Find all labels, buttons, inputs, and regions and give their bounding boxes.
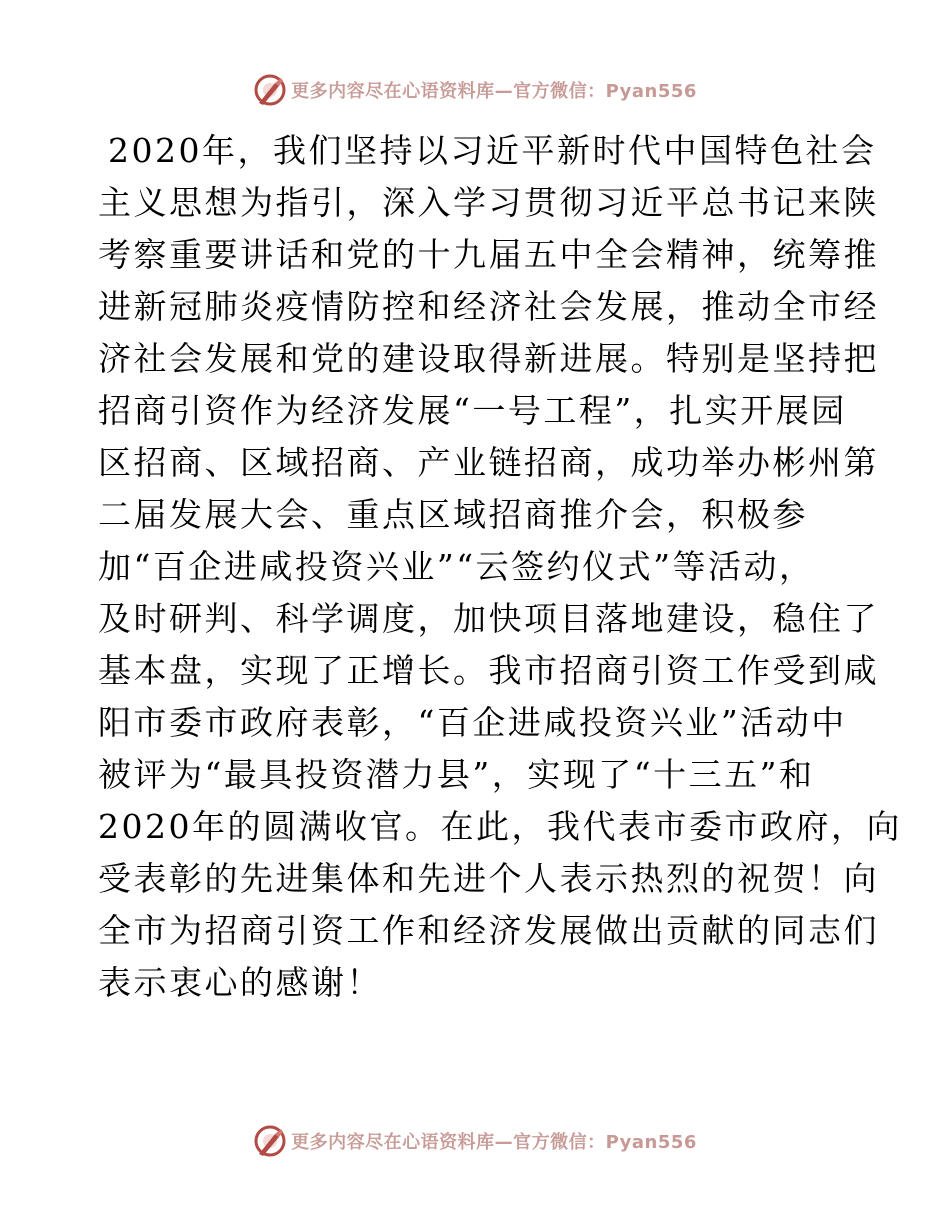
paragraph-line: 二届发展大会、重点区域招商推介会，积极参 bbox=[98, 495, 808, 534]
header-banner bbox=[0, 70, 950, 110]
paragraph-line: 2020年的圆满收官。在此，我代表市委市政府，向 bbox=[98, 807, 902, 846]
paragraph-line: 基本盘，实现了正增长。我市招商引资工作受到咸 bbox=[98, 651, 879, 690]
paragraph-line: 招商引资作为经济发展“一号工程”，扎实开展园 bbox=[98, 391, 847, 430]
footer-banner bbox=[0, 1121, 950, 1161]
paragraph-line: 及时研判、科学调度，加快项目落地建设，稳住了 bbox=[98, 599, 879, 638]
document-body bbox=[98, 125, 902, 1009]
paragraph-line: 加“百企进咸投资兴业”“云签约仪式”等活动， bbox=[98, 547, 815, 586]
header-banner-text: 更多内容尽在心语资料库—官方微信：Pyan556 bbox=[291, 81, 697, 102]
paragraph-line: 主义思想为指引，深入学习贯彻习近平总书记来陕 bbox=[98, 183, 879, 222]
paragraph-line: 阳市委市政府表彰，“百企进咸投资兴业”活动中 bbox=[98, 703, 847, 742]
footer-banner-text: 更多内容尽在心语资料库—官方微信：Pyan556 bbox=[291, 1132, 697, 1153]
paragraph-line: 受表彰的先进集体和先进个人表示热烈的祝贺！向 bbox=[98, 859, 879, 898]
pen-logo-icon bbox=[253, 1124, 287, 1158]
paragraph-line: 全市为招商引资工作和经济发展做出贡献的同志们 bbox=[98, 911, 879, 950]
paragraph-line: 济社会发展和党的建设取得新进展。特别是坚持把 bbox=[98, 339, 879, 378]
paragraph-line: 进新冠肺炎疫情防控和经济社会发展，推动全市经 bbox=[98, 287, 879, 326]
paragraph-line: 被评为“最具投资潜力县”，实现了“十三五”和 bbox=[98, 755, 815, 794]
paragraph-line: 2020年，我们坚持以习近平新时代中国特色社会 bbox=[108, 131, 877, 170]
paragraph-line: 区招商、区域招商、产业链招商，成功举办彬州第 bbox=[98, 443, 879, 482]
pen-logo-icon bbox=[253, 73, 287, 107]
paragraph-line: 表示衷心的感谢！ bbox=[98, 963, 382, 1002]
paragraph-line: 考察重要讲话和党的十九届五中全会精神，统筹推 bbox=[98, 235, 879, 274]
